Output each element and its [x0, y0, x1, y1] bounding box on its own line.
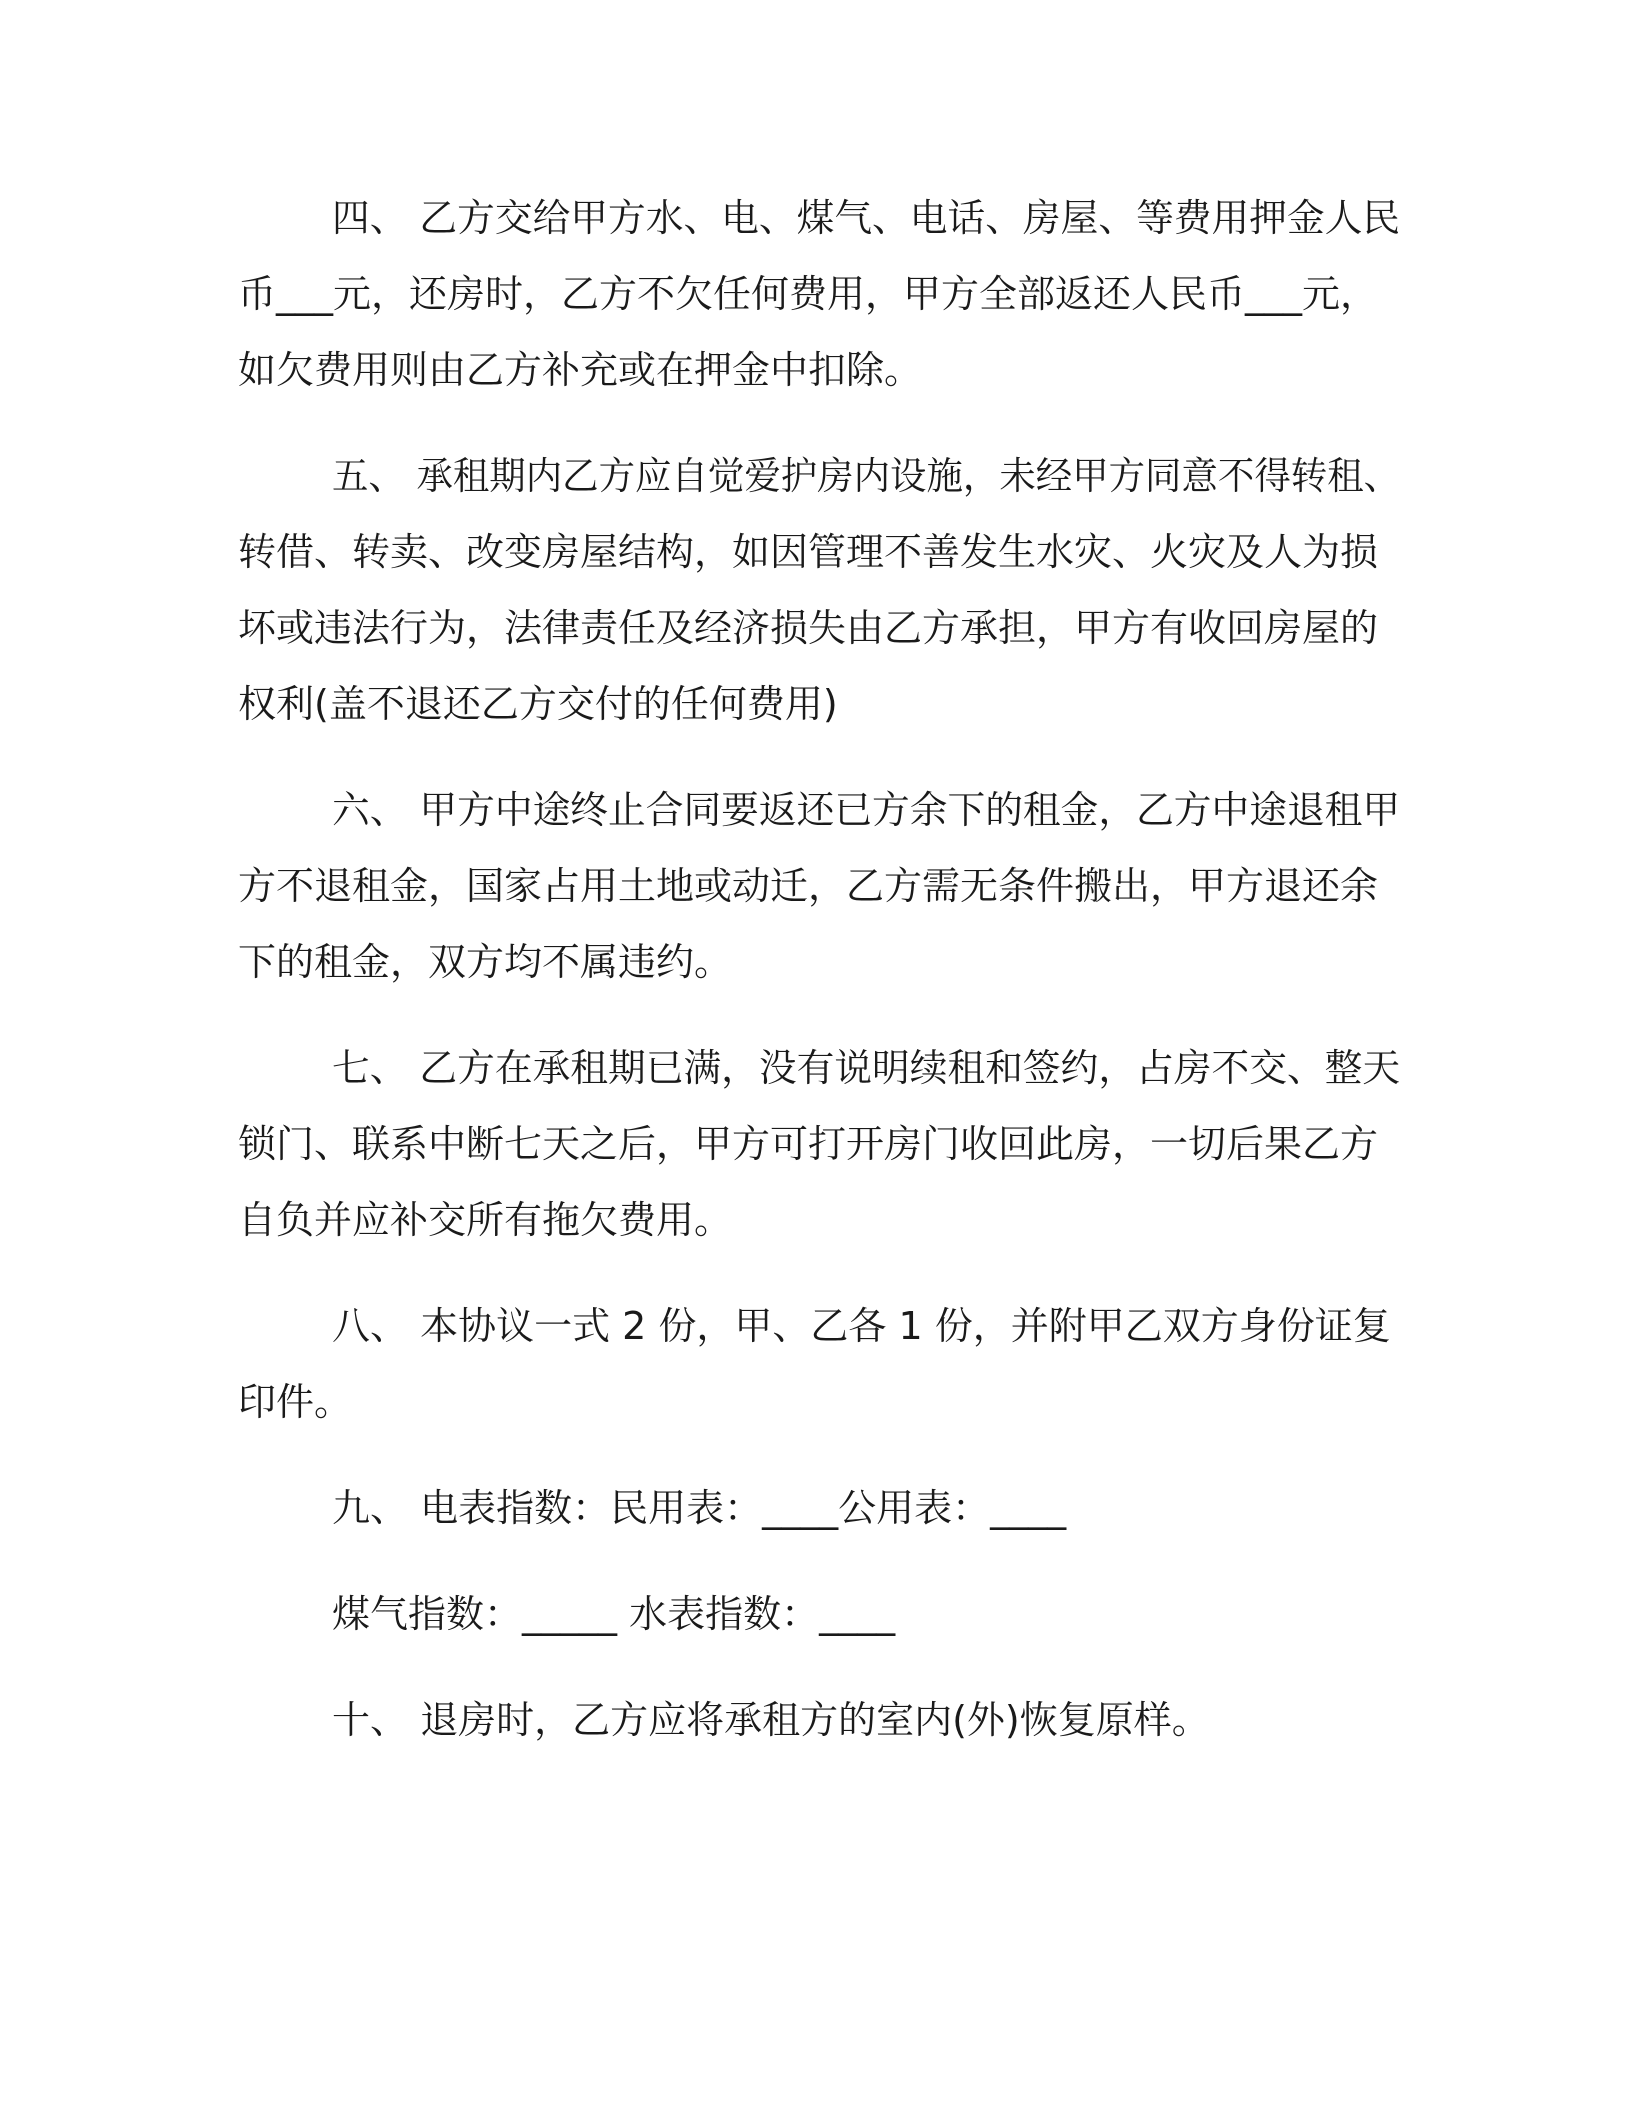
clause-5-line-4: 权利(盖不退还乙方交付的任何费用) [238, 682, 838, 726]
clause-6-line-3: 下的租金，双方均不属违约。 [238, 940, 733, 984]
clause-9-line-1: 九、 电表指数：民用表：____公用表：____ [332, 1486, 1067, 1530]
clause-5-line-3: 坏或违法行为，法律责任及经济损失由乙方承担，甲方有收回房屋的 [238, 606, 1379, 650]
clause-5-line-2: 转借、转卖、改变房屋结构，如因管理不善发生水灾、火灾及人为损 [238, 530, 1379, 574]
clause-7-line-2: 锁门、联系中断七天之后，甲方可打开房门收回此房，一切后果乙方 [238, 1122, 1379, 1166]
clause-8-line-2: 印件。 [238, 1380, 353, 1424]
clause-4-line-1: 四、 乙方交给甲方水、电、煤气、电话、房屋、等费用押金人民 [332, 196, 1401, 240]
clause-5-line-1: 五、 承租期内乙方应自觉爱护房内设施，未经甲方同意不得转租、 [332, 454, 1401, 498]
meter-readings-line: 煤气指数：_____ 水表指数：____ [332, 1592, 896, 1636]
clause-4-line-3: 如欠费用则由乙方补充或在押金中扣除。 [238, 348, 923, 392]
clause-6-line-1: 六、 甲方中途终止合同要返还已方余下的租金，乙方中途退租甲 [332, 788, 1401, 832]
clause-7-line-3: 自负并应补交所有拖欠费用。 [238, 1198, 733, 1242]
clause-10-line-1: 十、 退房时，乙方应将承租方的室内(外)恢复原样。 [332, 1698, 1210, 1742]
clause-4-line-2: 币___元，还房时，乙方不欠任何费用，甲方全部返还人民币___元， [238, 272, 1379, 316]
clause-8-line-1: 八、 本协议一式 2 份，甲、乙各 1 份，并附甲乙双方身份证复 [332, 1304, 1391, 1348]
clause-7-line-1: 七、 乙方在承租期已满，没有说明续租和签约，占房不交、整天 [332, 1046, 1401, 1090]
clause-6-line-2: 方不退租金，国家占用土地或动迁，乙方需无条件搬出，甲方退还余 [238, 864, 1379, 908]
